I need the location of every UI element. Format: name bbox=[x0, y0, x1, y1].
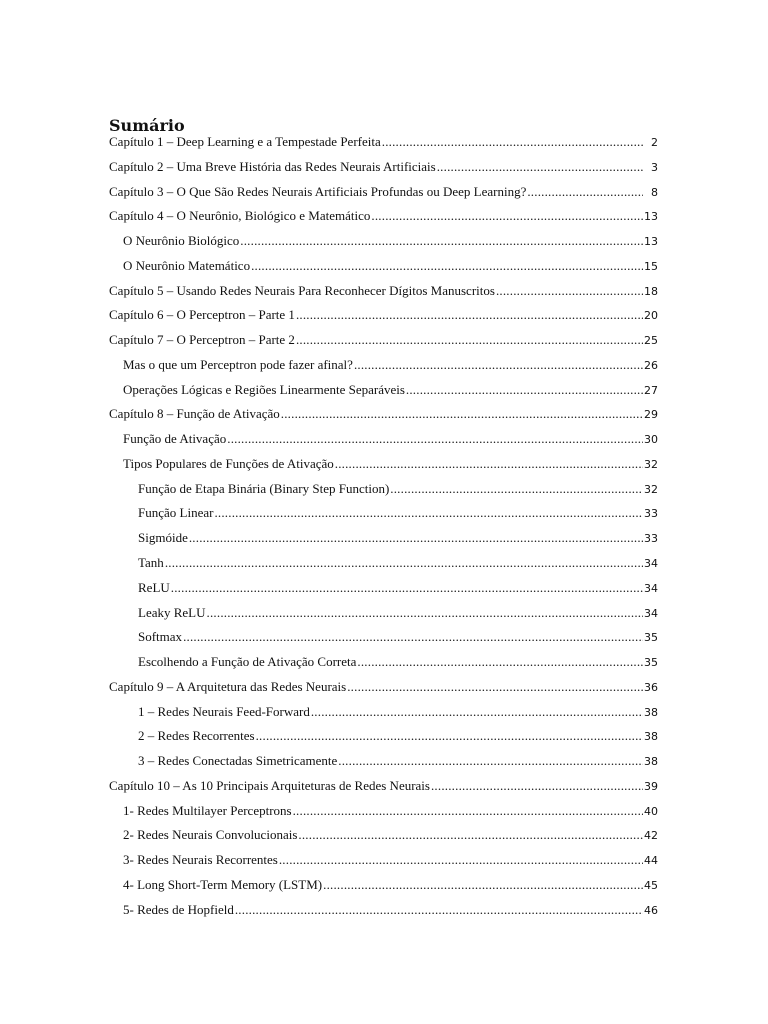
toc-entry-title: Tipos Populares de Funções de Ativação bbox=[123, 455, 334, 471]
toc-entry[interactable] bbox=[109, 207, 658, 232]
toc-entry-title: 5- Redes de Hopfield bbox=[123, 901, 234, 917]
toc-entry-page-number: 35 bbox=[644, 656, 658, 670]
dot-leader bbox=[279, 852, 643, 868]
dot-leader bbox=[357, 654, 643, 670]
dot-leader bbox=[298, 827, 643, 843]
dot-leader bbox=[390, 481, 643, 497]
toc-entry-title: Função de Etapa Binária (Binary Step Function) bbox=[138, 480, 390, 496]
toc-entry-page-number: 2 bbox=[651, 136, 658, 149]
toc-entry-page-number: 8 bbox=[651, 185, 658, 199]
toc-entry-page-number: 35 bbox=[644, 631, 658, 645]
toc-entry[interactable] bbox=[138, 504, 658, 529]
dot-leader bbox=[437, 159, 643, 175]
toc-entry-title: Função Linear bbox=[138, 505, 214, 521]
toc-entry-title: Sigmóide bbox=[138, 530, 188, 546]
toc-entry-title: 3 – Redes Conectadas Simetricamente bbox=[138, 753, 338, 769]
toc-entry-page-number: 13 bbox=[644, 235, 658, 249]
toc-entry-page-number: 38 bbox=[644, 755, 658, 769]
toc-entry-title: Capítulo 10 – As 10 Principais Arquiteturas de Redes Neurais bbox=[109, 777, 430, 793]
toc-entry[interactable] bbox=[109, 158, 658, 183]
toc-entry-page-number: 33 bbox=[644, 532, 658, 546]
toc-entry-page-number: 34 bbox=[644, 557, 658, 571]
dot-leader bbox=[296, 307, 643, 323]
toc-entry[interactable] bbox=[123, 802, 658, 827]
toc-entry[interactable] bbox=[138, 628, 658, 653]
dot-leader bbox=[406, 382, 643, 398]
toc-entry[interactable] bbox=[138, 727, 658, 752]
toc-entry-title: Capítulo 5 – Usando Redes Neurais Para Reconhecer Dígitos Manuscritos bbox=[109, 282, 495, 298]
toc-entry-title: 2- Redes Neurais Convolucionais bbox=[123, 827, 298, 843]
toc-entry[interactable] bbox=[109, 405, 658, 430]
toc-entry-title: Mas o que um Perceptron pode fazer afinal? bbox=[123, 356, 353, 372]
dot-leader bbox=[371, 208, 643, 224]
toc-entry-page-number: 33 bbox=[644, 507, 658, 521]
toc-entry-page-number: 18 bbox=[644, 284, 658, 298]
toc-entry[interactable] bbox=[123, 257, 658, 282]
toc-entry-title: Leaky ReLU bbox=[138, 604, 206, 620]
toc-entry[interactable] bbox=[138, 529, 658, 554]
dot-leader bbox=[183, 629, 643, 645]
dot-leader bbox=[431, 778, 643, 794]
toc-entry[interactable] bbox=[138, 579, 658, 604]
toc-entry-page-number: 38 bbox=[644, 705, 658, 719]
toc-entry[interactable] bbox=[138, 703, 658, 728]
toc-entry[interactable] bbox=[123, 381, 658, 406]
toc-entry-page-number: 44 bbox=[644, 854, 658, 868]
toc-entry-title: Capítulo 1 – Deep Learning e a Tempestade Perfeita bbox=[109, 134, 381, 149]
toc-entry-page-number: 32 bbox=[644, 457, 658, 471]
toc-entry[interactable] bbox=[123, 356, 658, 381]
toc-entry[interactable] bbox=[138, 653, 658, 678]
toc-entry[interactable] bbox=[109, 282, 658, 307]
toc-entry[interactable] bbox=[109, 331, 658, 356]
toc-entry-page-number: 46 bbox=[644, 903, 658, 917]
toc-entry-page-number: 32 bbox=[644, 482, 658, 496]
toc-entry[interactable] bbox=[123, 851, 658, 876]
toc-entry-page-number: 40 bbox=[644, 804, 658, 818]
dot-leader bbox=[338, 753, 643, 769]
toc-entry-title: Tanh bbox=[138, 555, 164, 571]
toc-entry-title: Softmax bbox=[138, 629, 183, 645]
toc-entry[interactable] bbox=[109, 678, 658, 703]
toc-entry-title: Capítulo 4 – O Neurônio, Biológico e Matemático bbox=[109, 208, 371, 224]
dot-leader bbox=[171, 580, 643, 596]
toc-entry[interactable] bbox=[123, 455, 658, 480]
toc-entry-title: Capítulo 2 – Uma Breve História das Redes Neurais Artificiais bbox=[109, 158, 436, 174]
dot-leader bbox=[293, 803, 643, 819]
dot-leader bbox=[347, 679, 643, 695]
toc-entry[interactable] bbox=[138, 480, 658, 505]
toc-entry-page-number: 38 bbox=[644, 730, 658, 744]
toc-entry-title: Capítulo 9 – A Arquitetura das Redes Neurais bbox=[109, 678, 347, 694]
toc-title: Sumário bbox=[109, 116, 185, 135]
toc-entry-title: 4- Long Short-Term Memory (LSTM) bbox=[123, 876, 323, 892]
dot-leader bbox=[296, 332, 643, 348]
toc-entry-title: 1- Redes Multilayer Perceptrons bbox=[123, 802, 292, 818]
toc-entry-title: Capítulo 7 – O Perceptron – Parte 2 bbox=[109, 332, 295, 348]
dot-leader bbox=[227, 431, 643, 447]
toc-entry[interactable] bbox=[138, 752, 658, 777]
dot-leader bbox=[214, 505, 643, 521]
toc-entry[interactable] bbox=[109, 183, 658, 208]
toc-entry-page-number: 34 bbox=[644, 581, 658, 595]
toc-entry-title: Capítulo 8 – Função de Ativação bbox=[109, 406, 280, 422]
toc-entry-title: ReLU bbox=[138, 579, 170, 595]
toc-entry-page-number: 3 bbox=[651, 160, 658, 174]
dot-leader bbox=[335, 456, 643, 472]
toc-entry-title: Escolhendo a Função de Ativação Correta bbox=[138, 654, 357, 670]
dot-leader bbox=[207, 605, 643, 621]
toc-entry-page-number: 27 bbox=[644, 383, 658, 397]
dot-leader bbox=[235, 902, 643, 918]
toc-entry-page-number: 29 bbox=[644, 408, 658, 422]
toc-entry-page-number: 25 bbox=[644, 334, 658, 348]
toc-entry[interactable] bbox=[109, 306, 658, 331]
dot-leader bbox=[165, 555, 643, 571]
toc-entry[interactable] bbox=[123, 876, 658, 901]
toc-entry-title: 2 – Redes Recorrentes bbox=[138, 728, 255, 744]
toc-entry-page-number: 39 bbox=[644, 779, 658, 793]
toc-entry[interactable] bbox=[123, 430, 658, 455]
dot-leader bbox=[354, 357, 643, 373]
toc-entry-page-number: 15 bbox=[644, 259, 658, 273]
toc-entry-title: Função de Ativação bbox=[123, 431, 227, 447]
toc-entry[interactable] bbox=[123, 901, 658, 926]
dot-leader bbox=[527, 184, 643, 200]
toc-entry-page-number: 42 bbox=[644, 829, 658, 843]
toc-entry-title: Operações Lógicas e Regiões Linearmente Separáveis bbox=[123, 381, 405, 397]
toc-entry-title: 3- Redes Neurais Recorrentes bbox=[123, 852, 278, 868]
dot-leader bbox=[382, 134, 643, 150]
dot-leader bbox=[323, 877, 643, 893]
toc-entry-title: Capítulo 3 – O Que São Redes Neurais Artificiais Profundas ou Deep Learning? bbox=[109, 183, 527, 199]
toc-entry[interactable] bbox=[109, 777, 658, 802]
toc-entry-page-number: 34 bbox=[644, 606, 658, 620]
dot-leader bbox=[240, 233, 643, 249]
dot-leader bbox=[281, 406, 643, 422]
dot-leader bbox=[256, 728, 643, 744]
toc-entry-page-number: 26 bbox=[644, 358, 658, 372]
toc-entry[interactable] bbox=[138, 554, 658, 579]
dot-leader bbox=[189, 530, 643, 546]
toc-entry-page-number: 30 bbox=[644, 433, 658, 447]
toc-entry-page-number: 36 bbox=[644, 680, 658, 694]
dot-leader bbox=[251, 258, 643, 274]
toc-entry-page-number: 20 bbox=[644, 309, 658, 323]
toc-list bbox=[0, 133, 768, 926]
toc-entry-title: 1 – Redes Neurais Feed-Forward bbox=[138, 703, 310, 719]
toc-entry[interactable] bbox=[109, 133, 658, 158]
toc-entry[interactable] bbox=[138, 604, 658, 629]
dot-leader bbox=[311, 704, 643, 720]
toc-entry-title: Capítulo 6 – O Perceptron – Parte 1 bbox=[109, 307, 295, 323]
toc-entry-title: O Neurônio Biológico bbox=[123, 233, 240, 249]
toc-entry-page-number: 13 bbox=[644, 210, 658, 224]
toc-entry[interactable] bbox=[123, 826, 658, 851]
toc-entry-title: O Neurônio Matemático bbox=[123, 257, 251, 273]
toc-entry-page-number: 45 bbox=[644, 878, 658, 892]
toc-entry[interactable] bbox=[123, 232, 658, 257]
dot-leader bbox=[496, 283, 643, 299]
